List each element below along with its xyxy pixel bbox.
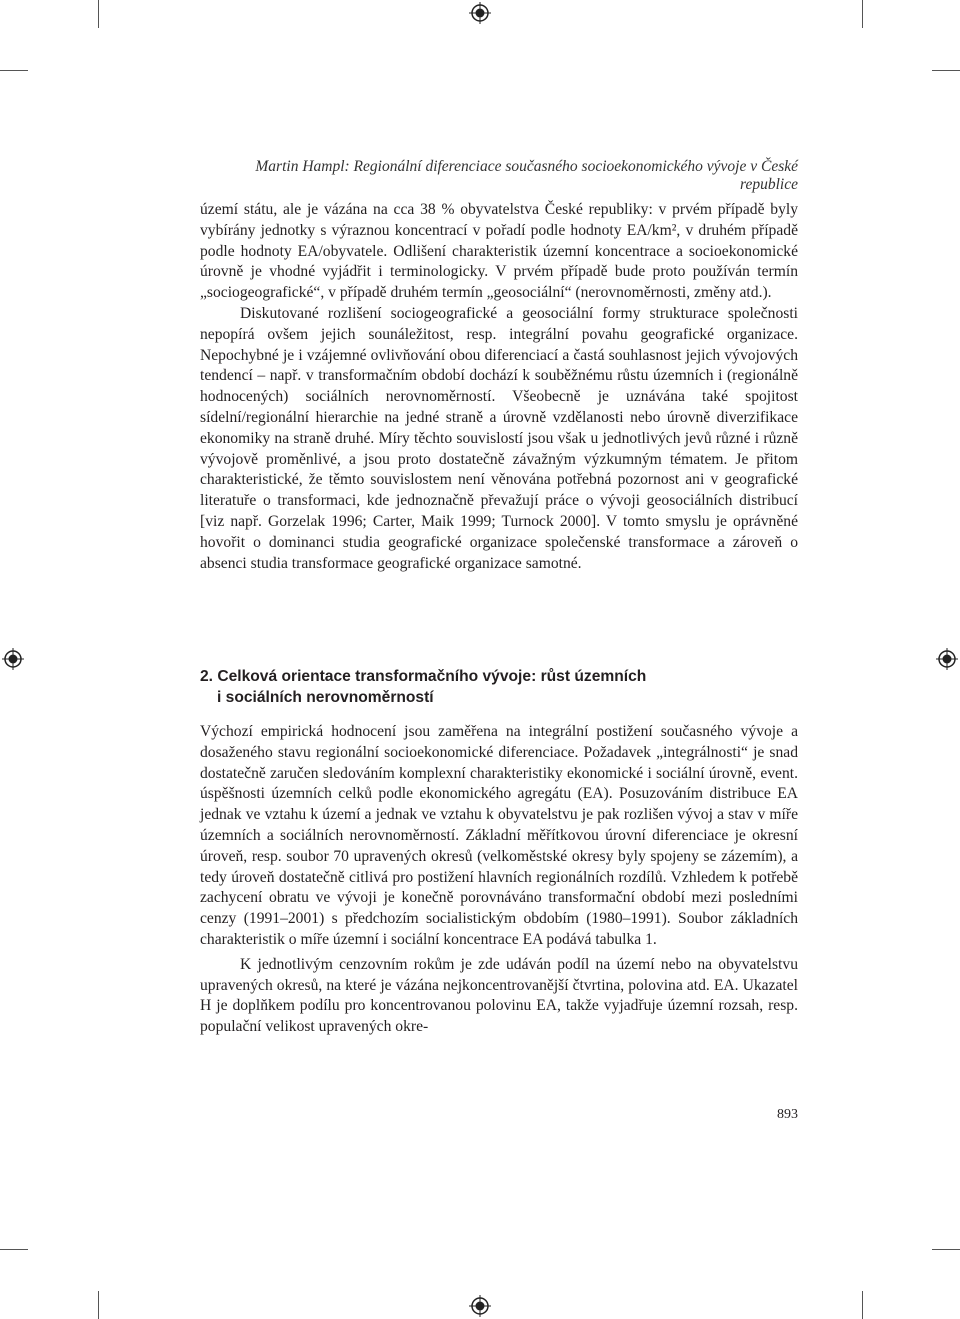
crop-mark: [862, 1291, 863, 1319]
page-number: 893: [777, 1107, 798, 1122]
crop-mark: [98, 0, 99, 28]
crop-mark: [98, 1291, 99, 1319]
registration-mark-icon: [2, 648, 24, 670]
crop-mark: [862, 0, 863, 28]
running-header: Martin Hampl: Regionální diferenciace současného socioekonomického vývoje v České republice: [255, 158, 798, 193]
section-heading-line-1: 2. Celková orientace transformačního vývoje: růst územních: [200, 668, 647, 685]
registration-mark-icon: [936, 648, 958, 670]
section-2-body: [200, 722, 798, 1038]
crop-mark: [0, 70, 28, 71]
section-heading: [200, 667, 798, 709]
paragraph: území státu, ale je vázána na cca 38 % obyvatelstva České republiky: v prvém případě byly vybírány jednotky s výraznou koncentrací v pořadí podle hodnoty EA/km², v druhém případě podle hodnoty EA/obyvatele. Odlišení charakteristik územní koncentrace a socioekonomické úrovně je vhodné vyjádřit i terminologicky. V prvém případě bude proto používán termín „sociogeografické“, v případě druhém termín „geosociální“ (nerovnoměrnosti, změny atd.).: [200, 201, 798, 302]
registration-mark-icon: [469, 1295, 491, 1317]
crop-mark: [932, 70, 960, 71]
crop-mark: [0, 1249, 28, 1250]
paragraph: K jednotlivým cenzovním rokům je zde udáván podíl na území nebo na obyvatelstvu upravených okresů, na které je vázána nejkoncentrovanější čtvrtina, polovina atd. EA. Ukazatel H je doplňkem podílu pro koncentrovanou polovinu EA, takže vyjadřuje územní rozsah, resp. populační velikost upravených okre-: [200, 955, 798, 1036]
paragraph: Diskutované rozlišení sociogeografické a geosociální formy strukturace společnosti nepopírá ovšem jejich sounáležitost, resp. integrální povahu geografické organizace. Nepochybné je i vzájemné ovlivňování obou diferenciací a častá souhlasnost jejich vývojových tendencí – např. v transformačním období dochází k souběžnému růstu územních i (regionálně hodnocených) sociálních nerovnoměrností. Všeobecně je uznávána také spojitost sídelní/regionální hierarchie na jedné straně a úrovně vzdělanosti nebo úrovně diverzifikace ekonomiky na straně druhé. Míry těchto souvislostí jsou však u jednotlivých jevů různé i různě vývojově proměnlivé, a jsou proto dostatečně závažným výzkumným tématem. Je přitom charakteristické, že těmto souvislostem není věnována potřebná pozornost ani v geografické literatuře o transformaci, kde jednoznačně převažují práce o vývoji geosociálních distribucí [viz např. Gorzelak 1996; Carter, Maik 1999; Turnock 2000]. V tomto smyslu je oprávněné hovořit o dominanci studia geografické organizace společenské transformace a zároveň o absenci studia transformace geografické organizace samotné.: [200, 304, 798, 572]
paragraph: Výchozí empirická hodnocení jsou zaměřena na integrální postižení současného vývoje a dosaženého stavu regionální socioekonomické diferenciace. Požadavek „integrálnosti“ je snad dostatečně zaručen sledováním komplexní charakteristiky ekonomické i sociální úrovně, event. úspěšnosti územních celků podle ekonomického agregátu (EA). Posuzováním distribuce EA jednak ve vztahu k území a jednak ve vztahu k obyvatelstvu je pak rozlišen vývoj a stav v míře územních a sociálních nerovnoměrností. Základní měřítkovou úrovní diferenciace je okresní úroveň, resp. soubor 70 upravených okresů (velkoměstské okresy byly spojeny se zázemím), a tedy úroveň dostatečně citlivá pro postižení hlavních regionálních rozdílů. Vzhledem k potřebě zachycení obratu ve vývoji je konečně porovnáváno transformační období mezi posledními cenzy (1991–2001) s předchozím socialistickým obdobím (1980–1991). Soubor základních charakteristik o míře územní i sociální koncentrace EA podává tabulka 1.: [200, 723, 798, 948]
crop-mark: [932, 1249, 960, 1250]
registration-mark-icon: [469, 2, 491, 24]
section-1-body: [200, 200, 798, 574]
section-heading-line-2: i sociálních nerovnoměrností: [217, 688, 434, 706]
